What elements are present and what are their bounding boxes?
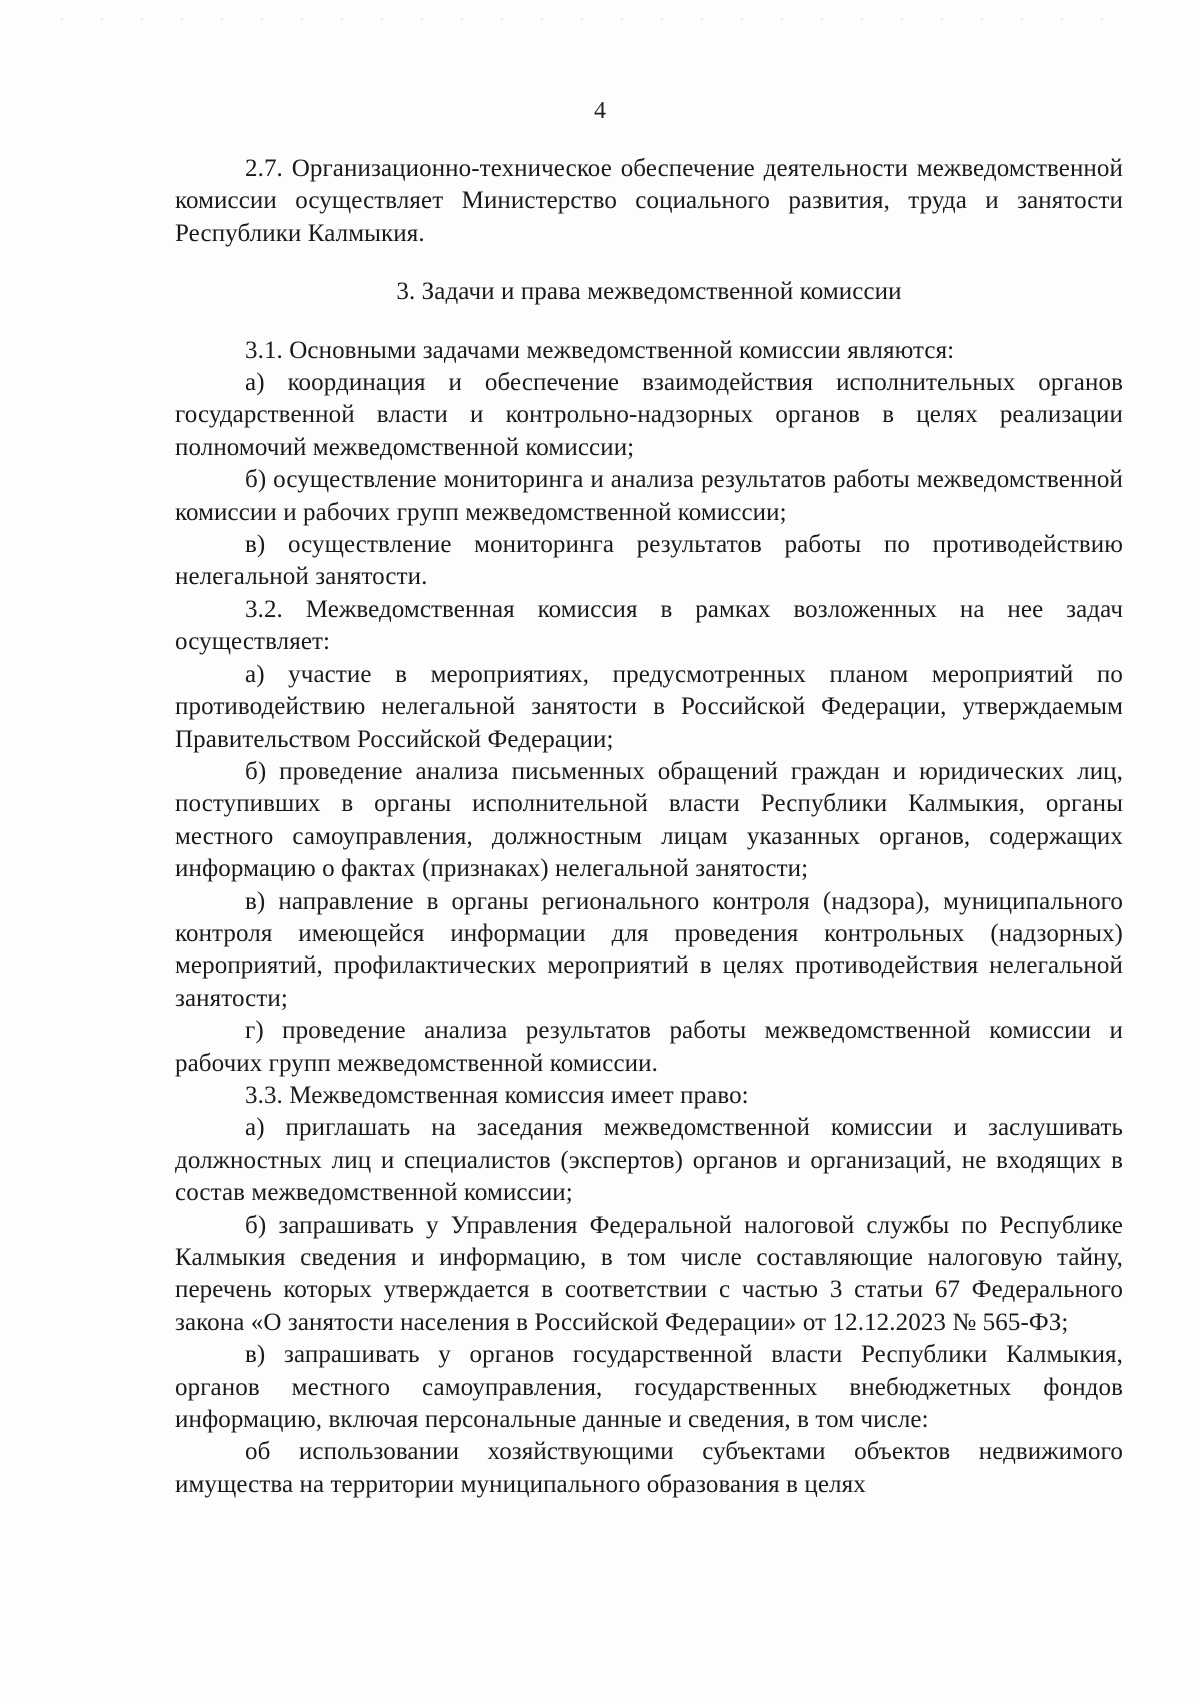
paragraph-3-3: 3.3. Межведомственная комиссия имеет право: (245, 1081, 749, 1109)
paragraph-3-1-b: б) осуществление мониторинга и анализа результатов работы межведомственной комиссии и рабочих групп межведомственной комиссии; (175, 466, 1123, 526)
document-body (175, 153, 1123, 1501)
paragraph-3-3-b: б) запрашивать у Управления Федеральной налоговой службы по Республике Калмыкия сведения и информацию, в том числе составляющие налоговую тайну, перечень которых утверждается в соответствии с частью 3 статьи 67 Федерального закона «О занятости населения в Российской Федерации» от 12.12.2023 № 565-ФЗ; (175, 1211, 1123, 1336)
paragraph-3-1: 3.1. Основными задачами межведомственной комиссии являются: (245, 336, 955, 364)
paragraph-3-1-v: в) осуществление мониторинга результатов работы по противодействию нелегальной занятости. (175, 531, 1123, 591)
section-heading: 3. Задачи и права межведомственной комиссии (396, 278, 902, 306)
paragraph-3-3-v-1: об использовании хозяйствующими субъектами объектов недвижимого имущества на территории муниципального образования в целях (175, 1438, 1123, 1498)
paragraph-3-3-a: а) приглашать на заседания межведомственной комиссии и заслушивать должностных лиц и специалистов (экспертов) органов и организаций, не входящих в состав межведомственной комиссии; (175, 1114, 1123, 1207)
paragraph-3-2-a: а) участие в мероприятиях, предусмотренных планом мероприятий по противодействию нелегальной занятости в Российской Федерации, утверждаемым Правительством Российской Федерации; (175, 660, 1123, 753)
paragraph-3-2-v: в) направление в органы регионального контроля (надзора), муниципального контроля имеющейся информации для проведения контрольных (надзорных) мероприятий, профилактических мероприятий в целях противодействия нелегальной занятости; (175, 887, 1123, 1012)
paragraph-3-2-b: б) проведение анализа письменных обращений граждан и юридических лиц, поступивших в органы исполнительной власти Республики Калмыкия, органы местного самоуправления, должностным лицам указанных органов, содержащих информацию о фактах (признаках) нелегальной занятости; (175, 757, 1123, 883)
paragraph-3-1-a: а) координация и обеспечение взаимодействия исполнительных органов государственной власти и контрольно-надзорных органов в целях реализации полномочий межведомственной комиссии; (175, 369, 1123, 461)
paragraph-3-2-g: г) проведение анализа результатов работы межведомственной комиссии и рабочих групп межведомственной комиссии. (175, 1017, 1123, 1077)
paragraph-2-7: 2.7. Организационно-техническое обеспечение деятельности межведомственной комиссии осуществляет Министерство социального развития, труда и занятости Республики Калмыкия. (175, 155, 1123, 247)
page-number: 4 (594, 98, 606, 124)
paragraph-3-2: 3.2. Межведомственная комиссия в рамках возложенных на нее задач осуществляет: (175, 595, 1123, 656)
paragraph-3-3-v: в) запрашивать у органов государственной власти Республики Калмыкия, органов местного самоуправления, государственных внебюджетных фондов информацию, включая персональные данные и сведения, в том числе: (175, 1341, 1123, 1434)
scan-artifact (60, 18, 1140, 20)
